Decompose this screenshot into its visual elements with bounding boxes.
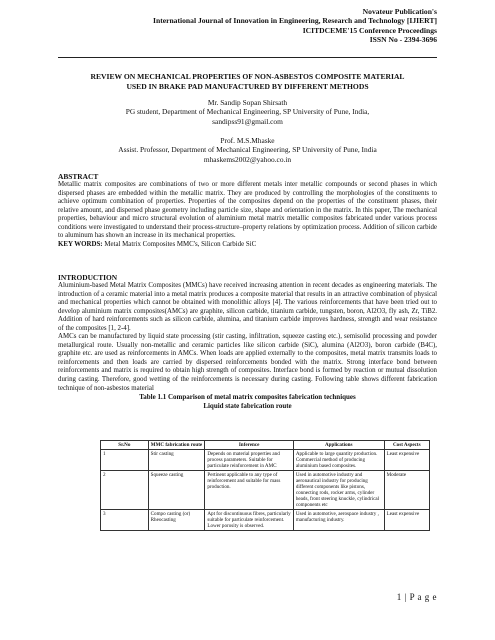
keywords-text: Metal Matrix Composites MMC's, Silicon Carbide SiC xyxy=(104,240,257,248)
author-name: Prof. M.S.Mhaske xyxy=(220,136,275,145)
table-header-cell: Sr.No xyxy=(101,441,149,450)
table-cell: Depends on material properties and process parameters. Suitable for particulate reinforcement in AMC xyxy=(205,450,293,471)
introduction-heading: INTRODUCTION xyxy=(58,273,118,282)
table-header-row xyxy=(101,441,430,450)
table-cell: Squeeze casting xyxy=(148,471,205,510)
paper-title xyxy=(70,72,425,91)
table-cell: Pertinent applicable to any type of reinforcement and suitable for mass production. xyxy=(205,471,293,510)
table-row xyxy=(101,450,430,471)
author-block-1 xyxy=(60,98,435,126)
introduction-paragraph-1: Aluminium-based Metal Matrix Composites (MMCs) have received increasing attention in recent decades as engineering materials. The introduction of a ceramic material into a metal matrix produces a composite material that results in an attractive combination of physical and mechanical properties which cannot be obtained with monolithic alloys [4]. The various reinforcements that have been tried out to develop aluminium matrix composites(AMCs) are graphite, silicon carbide, titanium carbide, tungsten, boron, Al2O3, fly ash, Zr, TiB2. Addition of hard reinforcements such as silicon carbide, alumina, and titanium carbide improves hardness, strength and wear resistance of the composites [1, 2-4]. xyxy=(58,282,437,332)
keywords-label: KEY WORDS: xyxy=(58,240,103,248)
introduction-paragraph-2: AMCs can be manufactured by liquid state processing (stir casting, infiltration, squeeze casting etc.), semisolid processing and powder metallurgical route. Usually non-metallic and ceramic particles like silicon carbide (SiC), alumina (Al2O3), boron carbide (B4C), graphite etc. are used as reinforcements in AMCs. When loads are applied externally to the composites, metal matrix transmits loads to reinforcements and then loads are carried by dispersed reinforcements bonded with the matrix. Strong interface bond between reinforcements and matrix is required to obtain high strength of composites. Interface bond is formed by reaction or mutual dissolution during casting. Therefore, good wetting of the reinforcements is necessary during casting. Following table shows different fabrication technique of non-asbestos material xyxy=(58,333,437,392)
table-cell: 1 xyxy=(101,450,149,471)
title-line-2: USED IN BRAKE PAD MANUFACTURED BY DIFFERENT METHODS xyxy=(126,81,369,91)
table-cell: Compo casting (or) Rheocasting xyxy=(148,510,205,531)
table-row xyxy=(101,510,430,531)
journal-name: International Journal of Innovation in Engineering, Research and Technology [IJIERT] xyxy=(153,16,437,26)
table-cell: Least expensive xyxy=(384,450,429,471)
table-header-cell: Cost Aspects xyxy=(384,441,429,450)
table-cell: Moderate xyxy=(384,471,429,510)
header-divider xyxy=(58,57,437,58)
fabrication-comparison-table xyxy=(100,440,430,531)
table-header-cell: MMC fabrication route xyxy=(148,441,205,450)
author-block-2 xyxy=(60,136,435,164)
table-subcaption: Liquid state fabrication route xyxy=(203,401,292,410)
table-cell: Used in automotive industry and aeronautical industry for producing different components like pistons, connecting rods, rocker arms, cylinder heads, front steering knuckle, cylindrical components etc xyxy=(293,471,384,510)
author-email: sandipss91@gmail.com xyxy=(212,116,283,126)
issn: ISSN No - 2394-3696 xyxy=(369,35,437,45)
conference-name: ICITDCEME'15 Conference Proceedings xyxy=(302,25,437,35)
table-cell: 2 xyxy=(101,471,149,510)
title-line-1: REVIEW ON MECHANICAL PROPERTIES OF NON-ASBESTOS COMPOSITE MATERIAL xyxy=(90,72,405,81)
journal-header xyxy=(153,7,437,45)
page-number: 1 | P a g e xyxy=(396,592,437,602)
table-cell: Apt for discontinuous fibres, particularly suitable for particulate reinforcement. Lower porosity is observed. xyxy=(205,510,293,531)
table-caption: Table 1.1 Comparison of metal matrix composites fabrication techniques xyxy=(139,393,356,402)
author-email: mhaskems2002@yahoo.co.in xyxy=(203,154,292,164)
introduction-section xyxy=(58,273,437,410)
table-header-cell: Applications xyxy=(293,441,384,450)
publisher-name: Novateur Publication's xyxy=(362,7,437,16)
table-cell: 3 xyxy=(101,510,149,531)
abstract-section xyxy=(58,172,437,249)
author-name: Mr. Sandip Sopan Shirsath xyxy=(207,98,288,107)
abstract-heading: ABSTRACT xyxy=(58,172,99,181)
table-header-cell: Inference xyxy=(205,441,293,450)
table-cell: Applicable to large quantity production. Commercial method of producing aluminium based composites. xyxy=(293,450,384,471)
abstract-text: Metallic matrix composites are combinations of two or more different metals inter metallic compounds or second phases in which dispersed phases are embedded within the metallic matrix. They are produced by controlling the morphologies of the constituents to achieve optimum combination of properties. Properties of the composites depend on the properties of the constituent phases, their relative amount, and dispersed phase geometry including particle size, shape and orientation in the matrix. In this paper, The mechanical properties, behaviour and micro structural evolution of aluminium metal matrix metallic composites fabricated under various process conditions were investigated to understand their process-structure–property relations by optimization process. Addition of silicon carbide to aluminum has shown an increase in its mechanical properties. xyxy=(58,181,437,240)
table-row xyxy=(101,471,430,510)
keywords-line xyxy=(58,241,437,250)
table-cell: Used in automotive, aerospace industry , manufacturing industry. xyxy=(293,510,384,531)
table-cell: Stir casting xyxy=(148,450,205,471)
table-cell: Least expensive xyxy=(384,510,429,531)
author-affiliation: PG student, Department of Mechanical Engineering, SP University of Pune, India, xyxy=(125,107,370,117)
author-affiliation: Assist. Professor, Department of Mechanical Engineering, SP University of Pune, India xyxy=(118,145,377,155)
